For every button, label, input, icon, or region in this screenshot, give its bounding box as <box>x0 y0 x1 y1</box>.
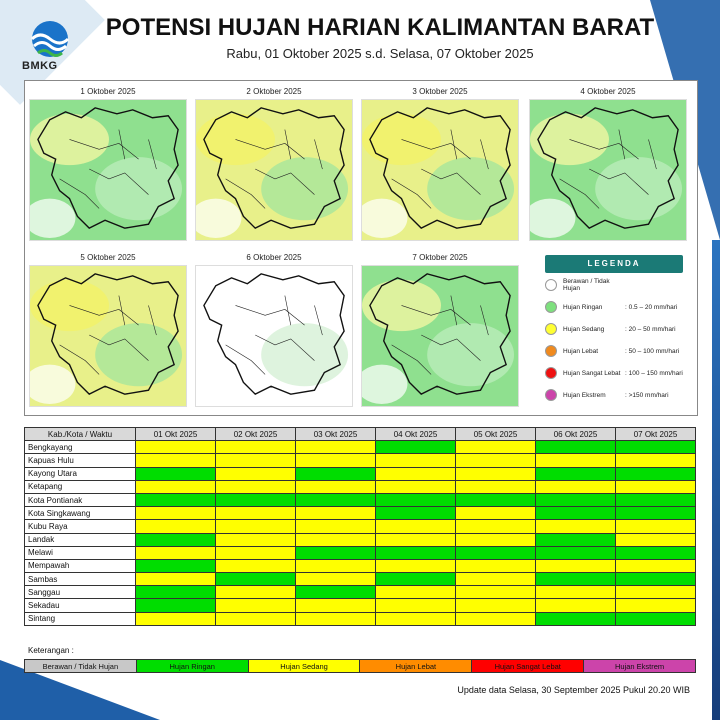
forecast-cell <box>456 520 536 533</box>
table-row <box>25 507 696 520</box>
forecast-cell <box>296 493 376 506</box>
forecast-cell <box>536 533 616 546</box>
table-date-header: 07 Okt 2025 <box>616 428 696 441</box>
forecast-cell <box>616 559 696 572</box>
map-image <box>529 99 687 241</box>
table-row <box>25 546 696 559</box>
page-title: POTENSI HUJAN HARIAN KALIMANTAN BARAT <box>105 14 655 41</box>
forecast-cell <box>536 573 616 586</box>
region-name: Kota Pontianak <box>25 493 136 506</box>
region-name: Kapuas Hulu <box>25 454 136 467</box>
forecast-cell <box>616 454 696 467</box>
forecast-cell <box>536 507 616 520</box>
forecast-cell <box>616 533 696 546</box>
table-row <box>25 454 696 467</box>
forecast-cell <box>296 520 376 533</box>
table-row <box>25 520 696 533</box>
forecast-cell <box>216 493 296 506</box>
forecast-cell <box>456 573 536 586</box>
forecast-cell <box>616 480 696 493</box>
rain-map-7 <box>361 253 519 413</box>
forecast-cell <box>616 573 696 586</box>
forecast-cell <box>136 586 216 599</box>
map-date-label: 6 Oktober 2025 <box>246 253 302 262</box>
forecast-cell <box>296 599 376 612</box>
forecast-cell <box>536 520 616 533</box>
forecast-cell <box>296 480 376 493</box>
forecast-cell <box>376 573 456 586</box>
forecast-cell <box>216 586 296 599</box>
legend-range: : 0.5 – 20 mm/hari <box>625 303 678 311</box>
legend-swatch <box>545 323 557 335</box>
region-name: Sambas <box>25 573 136 586</box>
region-name: Sekadau <box>25 599 136 612</box>
forecast-cell <box>216 441 296 454</box>
map-date-label: 1 Oktober 2025 <box>80 87 136 96</box>
forecast-cell <box>376 493 456 506</box>
forecast-cell <box>376 454 456 467</box>
legend-range: : 20 – 50 mm/hari <box>625 325 676 333</box>
legend-name: Hujan Ringan <box>563 303 603 311</box>
forecast-cell <box>136 599 216 612</box>
rain-map-2 <box>195 87 353 247</box>
region-name: Bengkayang <box>25 441 136 454</box>
map-date-label: 3 Oktober 2025 <box>412 87 468 96</box>
forecast-cell <box>456 507 536 520</box>
legend-range: : 100 – 150 mm/hari <box>625 369 683 377</box>
forecast-cell <box>376 599 456 612</box>
forecast-cell <box>296 507 376 520</box>
forecast-cell <box>296 454 376 467</box>
forecast-cell <box>216 599 296 612</box>
table-date-header: 02 Okt 2025 <box>216 428 296 441</box>
region-name: Sintang <box>25 612 136 625</box>
table-date-header: 05 Okt 2025 <box>456 428 536 441</box>
legend-name: Berawan / Tidak Hujan <box>563 278 610 292</box>
region-name: Kubu Raya <box>25 520 136 533</box>
legend-item <box>539 385 691 405</box>
legend-title: LEGENDA <box>545 255 683 273</box>
forecast-cell <box>456 533 536 546</box>
map-image <box>361 99 519 241</box>
forecast-cell <box>136 559 216 572</box>
table-corner-header: Kab./Kota / Waktu <box>25 428 136 441</box>
map-image <box>29 99 187 241</box>
forecast-cell <box>136 573 216 586</box>
forecast-cell <box>216 612 296 625</box>
rain-map-6 <box>195 253 353 413</box>
table-row <box>25 441 696 454</box>
forecast-cell <box>136 546 216 559</box>
forecast-cell <box>136 441 216 454</box>
region-name: Ketapang <box>25 480 136 493</box>
forecast-cell <box>456 586 536 599</box>
legend-swatch <box>545 367 557 379</box>
forecast-cell <box>216 520 296 533</box>
legend-item <box>539 341 691 361</box>
forecast-cell <box>456 599 536 612</box>
forecast-cell <box>536 546 616 559</box>
rain-map-1 <box>29 87 187 247</box>
forecast-cell <box>616 546 696 559</box>
logo-text: BMKG <box>22 60 58 72</box>
keterangan-item: Hujan Ekstrem <box>584 660 695 672</box>
map-image <box>195 265 353 407</box>
forecast-cell <box>456 441 536 454</box>
forecast-cell <box>136 612 216 625</box>
map-image <box>195 99 353 241</box>
legend-range: : 50 – 100 mm/hari <box>625 347 680 355</box>
forecast-cell <box>456 493 536 506</box>
decor-stripe-right <box>712 240 720 720</box>
rain-map-3 <box>361 87 519 247</box>
forecast-cell <box>376 559 456 572</box>
forecast-cell <box>616 441 696 454</box>
legend <box>539 255 691 405</box>
forecast-cell <box>296 467 376 480</box>
forecast-cell <box>216 454 296 467</box>
forecast-cell <box>536 599 616 612</box>
map-image <box>361 265 519 407</box>
forecast-cell <box>536 454 616 467</box>
forecast-cell <box>616 467 696 480</box>
forecast-cell <box>216 480 296 493</box>
forecast-cell <box>136 493 216 506</box>
forecast-cell <box>536 586 616 599</box>
legend-item <box>539 319 691 339</box>
forecast-cell <box>616 586 696 599</box>
forecast-cell <box>376 467 456 480</box>
table-row <box>25 480 696 493</box>
forecast-cell <box>616 520 696 533</box>
legend-item <box>539 363 691 383</box>
page-subtitle: Rabu, 01 Oktober 2025 s.d. Selasa, 07 Oktober 2025 <box>226 46 534 61</box>
legend-name: Hujan Sangat Lebat <box>563 369 621 377</box>
forecast-cell <box>296 441 376 454</box>
table-row <box>25 559 696 572</box>
table-row <box>25 599 696 612</box>
forecast-cell <box>296 586 376 599</box>
region-name: Kota Singkawang <box>25 507 136 520</box>
map-date-label: 5 Oktober 2025 <box>80 253 136 262</box>
forecast-cell <box>296 533 376 546</box>
legend-range: : >150 mm/hari <box>625 391 669 399</box>
table-row <box>25 573 696 586</box>
map-date-label: 7 Oktober 2025 <box>412 253 468 262</box>
table-date-header: 04 Okt 2025 <box>376 428 456 441</box>
table-date-header: 06 Okt 2025 <box>536 428 616 441</box>
region-name: Melawi <box>25 546 136 559</box>
forecast-cell <box>536 467 616 480</box>
keterangan-item: Hujan Ringan <box>137 660 249 672</box>
map-date-label: 4 Oktober 2025 <box>580 87 636 96</box>
forecast-cell <box>136 507 216 520</box>
forecast-cell <box>456 480 536 493</box>
rain-map-4 <box>529 87 687 247</box>
forecast-cell <box>216 467 296 480</box>
table-date-header: 03 Okt 2025 <box>296 428 376 441</box>
forecast-cell <box>536 480 616 493</box>
update-info: Update data Selasa, 30 September 2025 Pukul 20.20 WIB <box>457 685 690 695</box>
region-name: Sanggau <box>25 586 136 599</box>
forecast-cell <box>376 441 456 454</box>
legend-name: Hujan Lebat <box>563 347 599 355</box>
table-row <box>25 467 696 480</box>
forecast-cell <box>536 612 616 625</box>
keterangan-item: Hujan Sedang <box>249 660 361 672</box>
forecast-cell <box>136 480 216 493</box>
legend-swatch <box>545 345 557 357</box>
forecast-cell <box>456 467 536 480</box>
legend-item <box>539 297 691 317</box>
forecast-cell <box>216 546 296 559</box>
forecast-cell <box>616 612 696 625</box>
forecast-cell <box>216 507 296 520</box>
forecast-cell <box>456 612 536 625</box>
forecast-cell <box>456 454 536 467</box>
forecast-cell <box>616 599 696 612</box>
forecast-cell <box>136 467 216 480</box>
forecast-table <box>24 427 696 626</box>
region-name: Landak <box>25 533 136 546</box>
legend-name: Hujan Sedang <box>563 325 605 333</box>
forecast-cell <box>376 480 456 493</box>
legend-swatch <box>545 389 557 401</box>
map-image <box>29 265 187 407</box>
keterangan-bar <box>24 659 696 673</box>
forecast-cell <box>136 454 216 467</box>
forecast-cell <box>456 559 536 572</box>
forecast-cell <box>376 533 456 546</box>
forecast-cell <box>536 493 616 506</box>
table-row <box>25 533 696 546</box>
table-row <box>25 612 696 625</box>
legend-swatch <box>545 279 557 291</box>
forecast-cell <box>216 533 296 546</box>
rain-map-5 <box>29 253 187 413</box>
region-name: Kayong Utara <box>25 467 136 480</box>
legend-swatch <box>545 301 557 313</box>
forecast-cell <box>296 573 376 586</box>
forecast-cell <box>216 573 296 586</box>
forecast-cell <box>296 612 376 625</box>
forecast-cell <box>296 546 376 559</box>
maps-panel <box>24 80 698 416</box>
keterangan-item: Hujan Lebat <box>360 660 472 672</box>
forecast-cell <box>616 493 696 506</box>
forecast-cell <box>456 546 536 559</box>
forecast-cell <box>136 520 216 533</box>
keterangan-label: Keterangan : <box>28 646 74 655</box>
forecast-cell <box>216 559 296 572</box>
forecast-cell <box>376 520 456 533</box>
keterangan-item: Hujan Sangat Lebat <box>472 660 584 672</box>
forecast-cell <box>536 441 616 454</box>
legend-name: Hujan Ekstrem <box>563 391 606 399</box>
forecast-cell <box>296 559 376 572</box>
forecast-cell <box>136 533 216 546</box>
forecast-cell <box>376 612 456 625</box>
forecast-cell <box>616 507 696 520</box>
table-date-header: 01 Okt 2025 <box>136 428 216 441</box>
region-name: Mempawah <box>25 559 136 572</box>
forecast-cell <box>376 586 456 599</box>
keterangan-item: Berawan / Tidak Hujan <box>25 660 137 672</box>
forecast-cell <box>376 546 456 559</box>
forecast-cell <box>536 559 616 572</box>
table-row <box>25 493 696 506</box>
table-row <box>25 586 696 599</box>
forecast-cell <box>376 507 456 520</box>
legend-item <box>539 275 691 295</box>
map-date-label: 2 Oktober 2025 <box>246 87 302 96</box>
